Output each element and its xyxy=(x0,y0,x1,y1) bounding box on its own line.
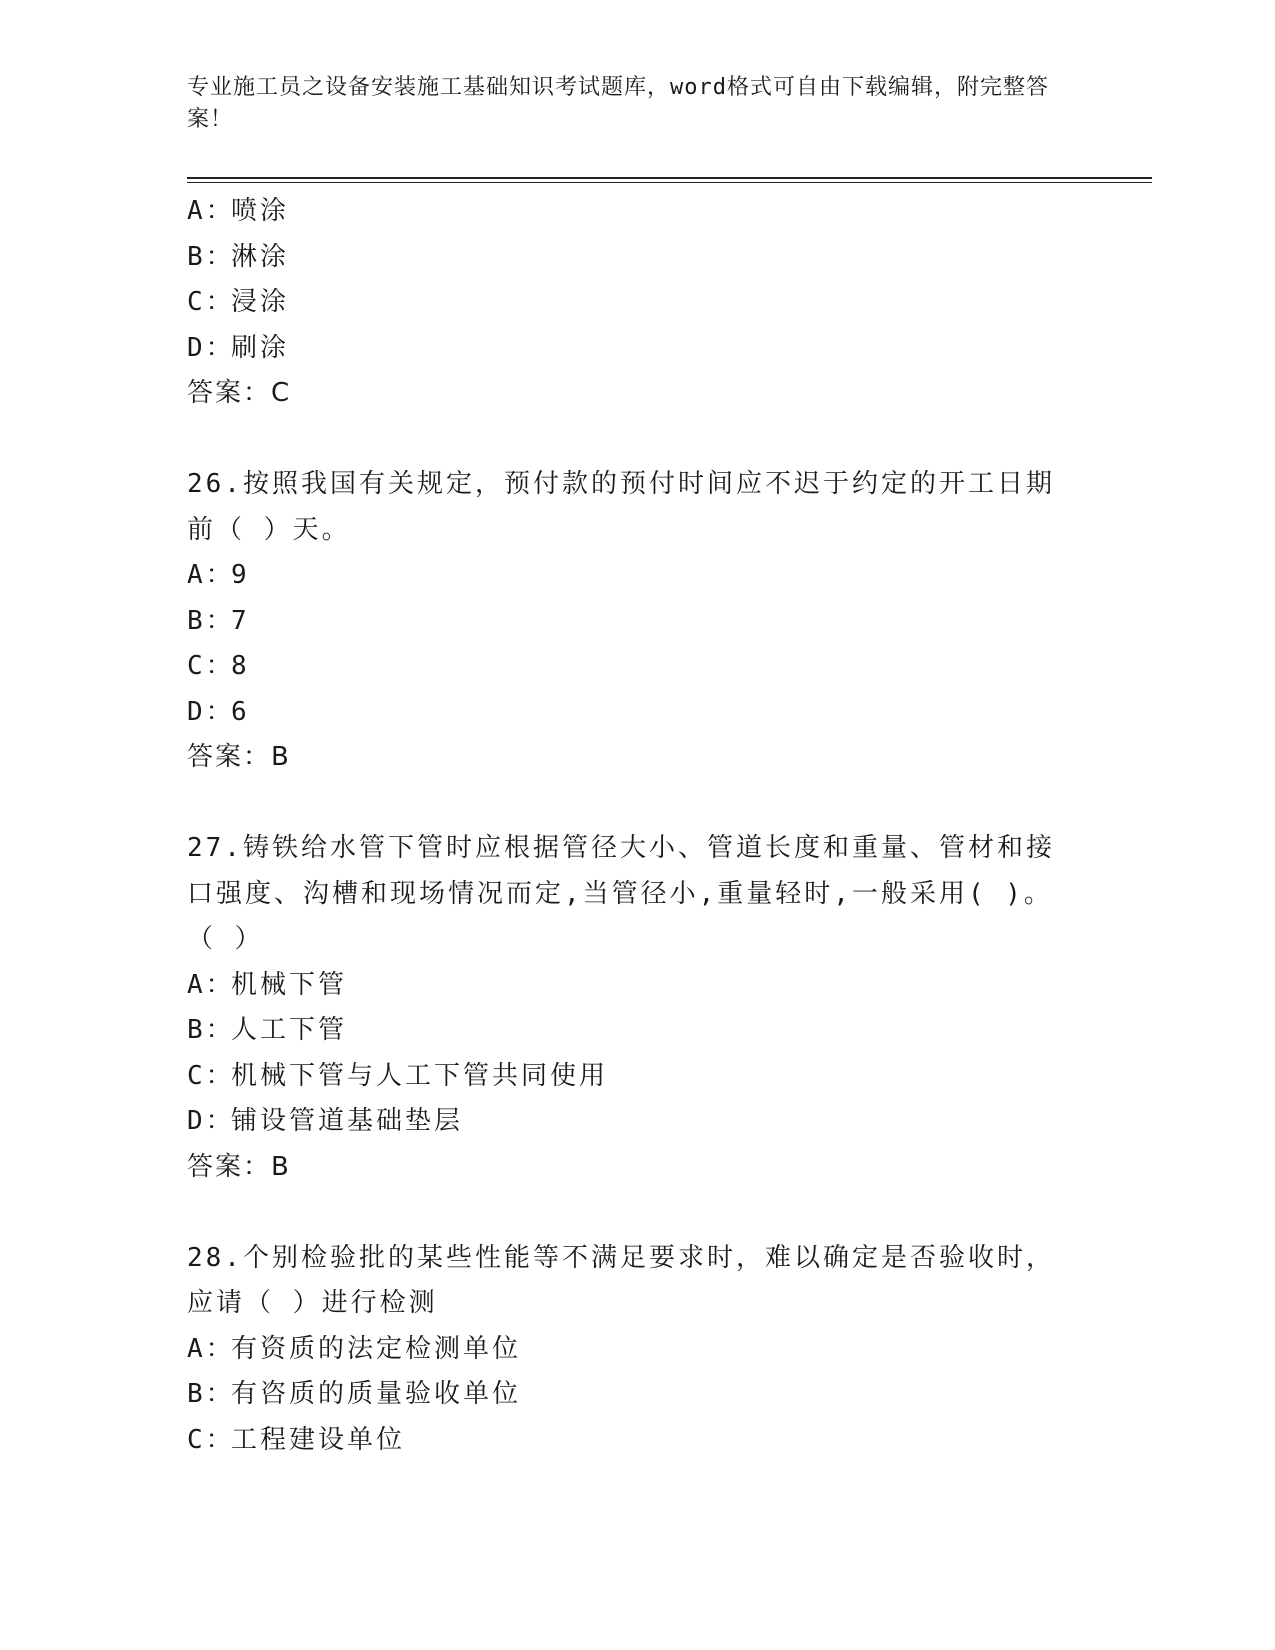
option-a xyxy=(187,553,1087,599)
option-a xyxy=(187,189,1087,235)
option-d xyxy=(187,326,1087,372)
option-letter: A： xyxy=(187,196,235,226)
option-b xyxy=(187,235,1087,281)
option-text: 人工下管 xyxy=(231,1015,348,1045)
option-b xyxy=(187,1008,1087,1054)
answer-line: 答案：B xyxy=(187,742,291,772)
option-text: 9 xyxy=(231,560,250,590)
option-letter: B： xyxy=(187,1379,235,1409)
option-text: 刷涂 xyxy=(231,332,290,363)
answer-line: 答案：C xyxy=(187,378,292,408)
option-text: 机械下管 xyxy=(231,969,348,1000)
option-text: 8 xyxy=(231,651,250,681)
option-c xyxy=(187,280,1087,326)
question-27: 27.铸铁给水管下管时应根据管径大小、管道长度和重量、管材和接口强度、沟槽和现场情况而定,当管径小,重量轻时,一般采用( )。（ ） xyxy=(187,833,1055,954)
option-c xyxy=(187,1418,1087,1464)
option-d xyxy=(187,1099,1087,1145)
option-b xyxy=(187,599,1087,645)
option-text: 机械下管与人工下管共同使用 xyxy=(231,1060,609,1091)
option-text: 铺设管道基础垫层 xyxy=(231,1106,464,1136)
option-b xyxy=(187,1372,1087,1418)
option-text: 有资质的法定检测单位 xyxy=(231,1333,522,1364)
option-letter: C： xyxy=(187,1424,235,1455)
option-letter: B： xyxy=(187,605,235,636)
option-c xyxy=(187,1054,1087,1100)
option-text: 工程建设单位 xyxy=(231,1424,406,1455)
header-rule-thin xyxy=(187,182,1152,183)
option-a xyxy=(187,963,1087,1009)
option-c xyxy=(187,644,1087,690)
option-text: 淋涂 xyxy=(231,241,290,272)
spacer xyxy=(187,781,1087,827)
option-letter: D： xyxy=(187,1106,235,1136)
option-letter: A： xyxy=(187,560,235,590)
option-letter: A： xyxy=(187,1333,235,1364)
option-letter: D： xyxy=(187,332,235,363)
option-text: 浸涂 xyxy=(231,287,290,317)
header-rule-thick xyxy=(187,177,1152,179)
option-letter: B： xyxy=(187,241,235,272)
option-text: 喷涂 xyxy=(231,196,290,226)
option-letter: B： xyxy=(187,1015,235,1045)
spacer xyxy=(187,417,1087,463)
page-header: 专业施工员之设备安装施工基础知识考试题库，word格式可自由下载编辑，附完整答案！ xyxy=(187,75,1049,132)
option-text: 有咨质的质量验收单位 xyxy=(231,1379,522,1409)
option-letter: D： xyxy=(187,696,235,727)
spacer xyxy=(187,1190,1087,1236)
question-26: 26.按照我国有关规定，预付款的预付时间应不迟于约定的开工日期前（ ）天。 xyxy=(187,469,1055,545)
option-a xyxy=(187,1327,1087,1373)
option-letter: C： xyxy=(187,1060,235,1091)
option-letter: C： xyxy=(187,287,235,317)
option-d xyxy=(187,690,1087,736)
question-28: 28.个别检验批的某些性能等不满足要求时，难以确定是否验收时，应请（ ）进行检测 xyxy=(187,1242,1055,1318)
question-list xyxy=(187,189,1087,1463)
answer-line: 答案：B xyxy=(187,1151,291,1182)
option-text: 7 xyxy=(231,605,250,636)
option-letter: C： xyxy=(187,651,235,681)
option-text: 6 xyxy=(231,696,250,727)
option-letter: A： xyxy=(187,969,235,1000)
